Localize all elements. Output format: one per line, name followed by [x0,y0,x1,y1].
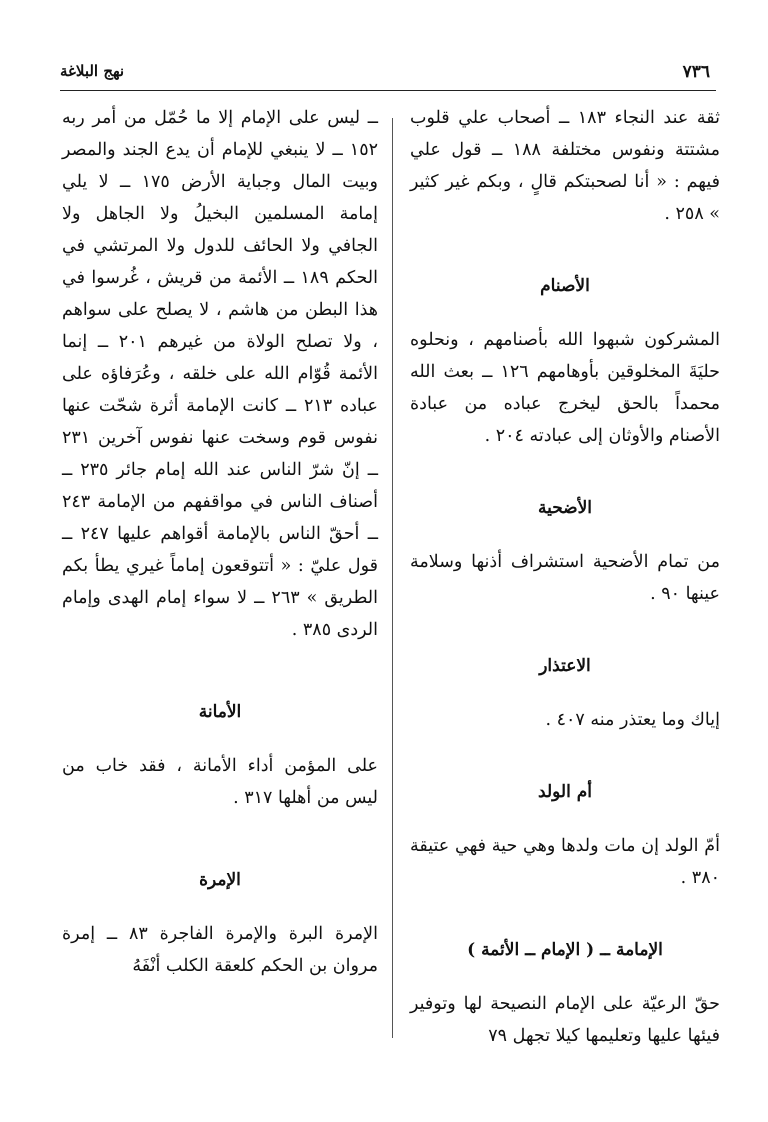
entry-text: إياك وما يعتذر منه ٤٠٧ . [545,710,720,730]
entry-text: المشركون شبهوا الله بأصنامهم ، ونحلوه حليَةَ المخلوقين بأوهامهم ١٢٦ ــ بعث الله محمداً بالحق ليخرج عباده من عبادة الأصنام والأوثان إلى عبادته ٢٠٤ . [410,330,720,446]
section-heading: الأمانة [198,702,242,722]
section-heading: الاعتذار [539,656,591,676]
right-column [410,102,720,1052]
column-divider [392,118,393,1038]
entry-text: أمّ الولد إن مات ولدها وهي حية فهي عتيقة ٣٨٠ . [410,836,720,888]
section-heading: الأضحية [537,498,593,518]
section-heading: الإمرة [199,870,241,890]
section-heading: الإمامة ــ ( الإمام ــ الأئمة ) [467,940,663,960]
section-heading: الأصنام [540,276,590,296]
entry-text: الإمرة البرة والإمرة الفاجرة ٨٣ ــ إمرة مروان بن الحكم كلعقة الكلب أنْفَهُ [62,924,378,976]
left-column [62,102,378,982]
entry-text: حقّ الرعيّة على الإمام النصيحة لها وتوفير فيئها عليها وتعليمها كيلا تجهل ٧٩ [410,994,720,1046]
page-number: ٧٣٦ [682,62,710,82]
entry-text: ــ ليس على الإمام إلا ما حُمّل من أمر ربه ١٥٢ ــ لا ينبغي للإمام أن يدع الجند والمصر وبيت المال وجباية الأرض ١٧٥ ــ لا يلي إمامة المسلمين البخيلُ ولا الجاهل ولا الجافي ولا الحائف للدول ولا المرتشي في الحكم ١٨٩ ــ الأئمة من قريش ، غُرسوا في هذا البطن من هاشم ، لا يصلح على سواهم ، ولا تصلح الولاة من غيرهم ٢٠١ ــ إنما الأئمة قُوّام الله على خلقه ، وعُرَفاؤه على عباده ٢١٣ ــ كانت الإمامة أثرة شحّت عنها نفوس قوم وسخت عنها نفوس آخرين ٢٣١ ــ إنّ شرّ الناس عند الله إمام جائر ٢٣٥ ــ أصناف الناس في مواقفهم من الإمامة ٢٤٣ ــ أحقّ الناس بالإمامة أقواهم عليها ٢٤٧ ــ قول عليّ : « أتتوقعون إماماً غيري يطأ بكم الطريق » ٢٦٣ ــ لا سواء إمام الهدى وإمام الردى ٣٨٥ . [62,108,379,640]
entry-text: ثقة عند النجاء ١٨٣ ــ أصحاب علي قلوب مشتتة ونفوس مختلفة ١٨٨ ــ قول علي فيهم : « أنا لصحبتكم قالٍ ، وبكم غير كثير » ٢٥٨ . [410,108,720,224]
section-heading: أم الولد [538,782,592,802]
running-title: نهج البلاغة [60,62,125,80]
entry-text: من تمام الأضحية استشراف أذنها وسلامة عينها ٩٠ . [410,552,720,604]
entry-text: على المؤمن أداء الأمانة ، فقد خاب من ليس من أهلها ٣١٧ . [62,756,378,808]
header-rule [60,90,716,91]
page-header [60,62,710,90]
